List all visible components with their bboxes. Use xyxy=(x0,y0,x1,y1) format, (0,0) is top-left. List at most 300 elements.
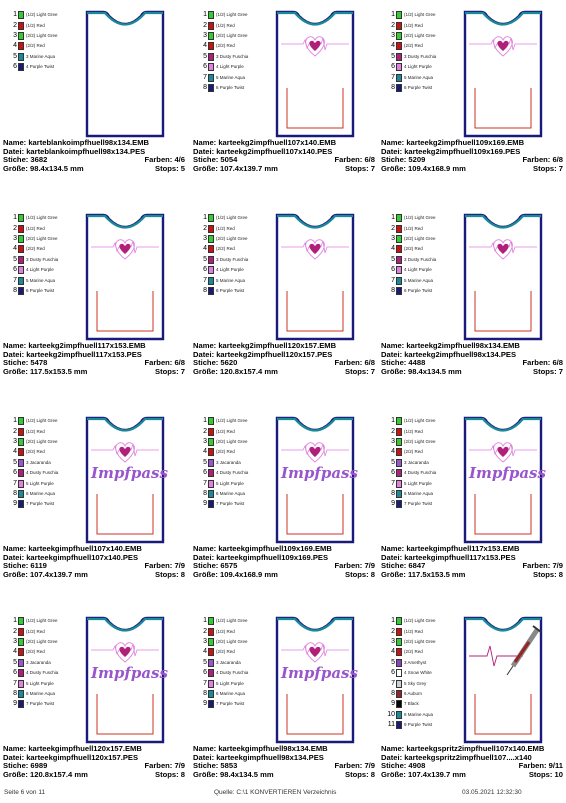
legend-row xyxy=(199,213,284,223)
legend-number: 8 xyxy=(391,286,395,294)
color-swatch xyxy=(208,235,214,243)
legend-label: (2/2) Light Gree xyxy=(404,32,436,38)
legend-number: 5 xyxy=(13,658,17,666)
legend-label: 6 Auburn xyxy=(404,690,423,696)
legend-row xyxy=(9,437,94,447)
color-swatch xyxy=(208,84,214,92)
legend-number: 1 xyxy=(13,11,17,19)
color-swatch xyxy=(396,711,402,719)
design-info xyxy=(193,745,375,779)
color-swatch xyxy=(208,11,214,19)
embroidery-preview xyxy=(85,10,165,138)
color-swatch xyxy=(18,648,24,656)
color-count: Farben: 9/11 xyxy=(518,762,563,771)
color-swatch xyxy=(208,428,214,436)
legend-row xyxy=(387,213,472,223)
legend-number: 2 xyxy=(13,427,17,435)
legend-row xyxy=(9,616,94,626)
design-info xyxy=(3,342,185,376)
color-swatch xyxy=(208,74,214,82)
legend-label: (2/2) Light Gree xyxy=(26,638,58,644)
legend-row xyxy=(387,52,472,62)
legend-label: (1/2) Red xyxy=(216,225,235,231)
legend-label: 6 Purple Twist xyxy=(404,84,433,90)
stitch-count: Stiche: 5209 xyxy=(381,156,426,165)
color-legend xyxy=(387,416,472,510)
legend-number: 6 xyxy=(391,63,395,71)
legend-row xyxy=(9,699,94,709)
legend-label: 4 Dusty Fuschia xyxy=(26,670,59,676)
legend-row xyxy=(387,489,472,499)
color-count: Farben: 7/9 xyxy=(522,562,563,571)
legend-row xyxy=(387,678,472,688)
legend-label: (1/2) Light Gree xyxy=(26,418,58,424)
color-swatch xyxy=(18,700,24,708)
color-swatch xyxy=(208,214,214,222)
legend-label: 5 Light Purple xyxy=(404,480,432,486)
info-row xyxy=(3,156,185,165)
info-row xyxy=(381,156,563,165)
stitch-count: Stiche: 4908 xyxy=(381,762,426,771)
color-swatch xyxy=(396,266,402,274)
info-row xyxy=(381,762,563,771)
stitch-count: Stiche: 5853 xyxy=(193,762,238,771)
legend-row xyxy=(387,437,472,447)
legend-number: 4 xyxy=(391,245,395,253)
design-name: Name: karteekg2impfhuell98x134.EMB xyxy=(381,342,520,350)
embroidery-preview xyxy=(85,616,168,744)
legend-number: 3 xyxy=(13,31,17,39)
color-swatch xyxy=(18,500,24,508)
color-swatch xyxy=(18,469,24,477)
legend-number: 6 xyxy=(203,266,207,274)
legend-label: (1/2) Light Gree xyxy=(216,418,248,424)
legend-number: 1 xyxy=(203,617,207,625)
legend-row xyxy=(9,255,94,265)
legend-label: (1/2) Red xyxy=(216,628,235,634)
legend-label: (2/2) Red xyxy=(404,246,423,252)
color-swatch xyxy=(18,638,24,646)
legend-number: 2 xyxy=(391,427,395,435)
legend-label: (2/2) Light Gree xyxy=(404,438,436,444)
stitch-count: Stiche: 5478 xyxy=(3,359,48,368)
info-row xyxy=(381,554,563,563)
embroidery-preview xyxy=(463,213,543,341)
legend-row xyxy=(199,83,284,93)
design-file: Datei: karteekgimpfhuell117x153.PES xyxy=(381,553,516,562)
info-row xyxy=(381,562,563,571)
legend-number: 1 xyxy=(203,417,207,425)
color-swatch xyxy=(396,63,402,71)
print-datetime: 03.05.2021 12:32:30 xyxy=(462,789,522,796)
legend-row xyxy=(9,426,94,436)
info-row xyxy=(381,545,563,554)
legend-label: 6 Marine Aqua xyxy=(404,490,434,496)
impfpass-text: Impfpass xyxy=(91,664,168,682)
info-row xyxy=(3,745,185,754)
legend-number: 5 xyxy=(13,458,17,466)
legend-label: (2/2) Light Gree xyxy=(404,235,436,241)
color-swatch xyxy=(396,700,402,708)
legend-label: 3 Jacaranda xyxy=(404,459,429,465)
legend-number: 7 xyxy=(203,479,207,487)
legend-number: 3 xyxy=(391,437,395,445)
design-info xyxy=(381,139,563,173)
legend-row xyxy=(9,478,94,488)
info-row xyxy=(3,359,185,368)
color-swatch xyxy=(18,438,24,446)
design-card xyxy=(381,203,566,400)
color-swatch xyxy=(208,680,214,688)
legend-row xyxy=(387,668,472,678)
legend-label: (2/2) Red xyxy=(216,43,235,49)
legend-number: 3 xyxy=(391,234,395,242)
color-swatch xyxy=(208,690,214,698)
legend-row xyxy=(199,10,284,20)
legend-number: 4 xyxy=(13,245,17,253)
design-file: Datei: karteekgimpfhuell109x169.PES xyxy=(193,553,329,562)
legend-label: 4 Dusty Fuschia xyxy=(216,670,249,676)
legend-number: 7 xyxy=(203,276,207,284)
color-swatch xyxy=(18,42,24,50)
legend-row xyxy=(387,286,472,296)
stop-count: Stops: 8 xyxy=(345,570,375,579)
color-swatch xyxy=(208,500,214,508)
color-swatch xyxy=(18,628,24,636)
design-name: Name: karteekg2impfhuell109x169.EMB xyxy=(381,139,525,147)
color-swatch xyxy=(396,480,402,488)
legend-number: 1 xyxy=(391,417,395,425)
legend-row xyxy=(199,499,284,509)
info-row xyxy=(3,771,185,780)
legend-label: 3 Jacaranda xyxy=(26,459,51,465)
legend-number: 5 xyxy=(391,255,395,263)
color-swatch xyxy=(18,256,24,264)
design-file: Datei: karteekg2impfhuell107x140.PES xyxy=(193,147,333,156)
legend-label: 6 Purple Twist xyxy=(404,287,433,293)
info-row xyxy=(193,554,375,563)
design-card xyxy=(381,0,566,197)
color-swatch xyxy=(208,459,214,467)
legend-label: (1/2) Red xyxy=(216,22,235,28)
info-row xyxy=(3,342,185,351)
color-swatch xyxy=(208,438,214,446)
legend-row xyxy=(387,710,472,720)
legend-number: 6 xyxy=(391,669,395,677)
color-swatch xyxy=(18,63,24,71)
color-swatch xyxy=(208,638,214,646)
legend-row xyxy=(9,626,94,636)
legend-row xyxy=(199,699,284,709)
legend-row xyxy=(9,637,94,647)
info-row xyxy=(381,745,563,754)
legend-number: 8 xyxy=(13,689,17,697)
legend-number: 8 xyxy=(203,689,207,697)
design-file: Datei: karteekgimpfhuell107x140.PES xyxy=(3,553,139,562)
legend-label: 5 Marine Aqua xyxy=(404,74,434,80)
legend-number: 4 xyxy=(203,648,207,656)
design-card xyxy=(381,606,566,803)
info-row xyxy=(381,148,563,157)
color-legend xyxy=(9,213,94,296)
color-legend xyxy=(387,213,472,296)
info-row xyxy=(381,165,563,174)
legend-label: (2/2) Light Gree xyxy=(404,638,436,644)
legend-number: 8 xyxy=(13,286,17,294)
color-swatch xyxy=(396,638,402,646)
legend-label: 4 Light Purple xyxy=(216,64,244,70)
info-row xyxy=(193,545,375,554)
info-row xyxy=(193,156,375,165)
color-count: Farben: 7/9 xyxy=(144,762,185,771)
design-file: Datei: karteekgimpfhuell120x157.PES xyxy=(3,753,139,762)
color-swatch xyxy=(396,459,402,467)
color-swatch xyxy=(396,648,402,656)
legend-row xyxy=(387,426,472,436)
info-row xyxy=(381,351,563,360)
color-swatch xyxy=(208,700,214,708)
embroidery-preview xyxy=(463,616,543,744)
legend-row xyxy=(9,234,94,244)
legend-number: 2 xyxy=(203,627,207,635)
legend-row xyxy=(9,499,94,509)
legend-row xyxy=(9,489,94,499)
design-name: Name: karteekgimpfhuell98x134.EMB xyxy=(193,745,328,753)
legend-number: 3 xyxy=(13,234,17,242)
legend-number: 7 xyxy=(391,276,395,284)
legend-number: 5 xyxy=(203,255,207,263)
design-info xyxy=(193,139,375,173)
info-row xyxy=(3,351,185,360)
info-row xyxy=(193,562,375,571)
color-count: Farben: 7/9 xyxy=(334,762,375,771)
legend-row xyxy=(387,234,472,244)
color-swatch xyxy=(18,459,24,467)
stitch-count: Stiche: 3682 xyxy=(3,156,48,165)
color-swatch xyxy=(396,669,402,677)
legend-row xyxy=(387,62,472,72)
legend-number: 4 xyxy=(13,448,17,456)
card-outline xyxy=(87,12,163,136)
design-info xyxy=(193,545,375,579)
design-name: Name: karteekg2impfhuell117x153.EMB xyxy=(3,342,146,350)
design-name: Name: karteblankoimpfhuell98x134.EMB xyxy=(3,139,150,147)
info-row xyxy=(3,148,185,157)
design-size: Größe: 109.4x168.9 mm xyxy=(381,164,466,173)
legend-label: (2/2) Red xyxy=(216,649,235,655)
legend-number: 2 xyxy=(391,224,395,232)
legend-number: 2 xyxy=(203,21,207,29)
legend-number: 1 xyxy=(391,617,395,625)
color-swatch xyxy=(208,245,214,253)
legend-number: 6 xyxy=(203,669,207,677)
color-swatch xyxy=(18,448,24,456)
legend-number: 6 xyxy=(203,469,207,477)
legend-row xyxy=(9,41,94,51)
legend-label: 8 Marine Aqua xyxy=(404,711,434,717)
legend-label: (1/2) Red xyxy=(26,22,45,28)
impfpass-text: Impfpass xyxy=(91,464,168,482)
legend-row xyxy=(387,689,472,699)
design-size: Größe: 120.8x157.4 mm xyxy=(193,367,278,376)
legend-label: 3 Marine Aqua xyxy=(26,53,56,59)
legend-row xyxy=(199,62,284,72)
legend-row xyxy=(387,699,472,709)
legend-row xyxy=(387,223,472,233)
design-info xyxy=(381,342,563,376)
legend-row xyxy=(199,41,284,51)
legend-row xyxy=(199,286,284,296)
stitch-count: Stiche: 6575 xyxy=(193,562,238,571)
legend-label: (1/2) Light Gree xyxy=(26,12,58,18)
design-name: Name: karteekgimpfhuell109x169.EMB xyxy=(193,545,332,553)
legend-row xyxy=(387,244,472,254)
color-legend xyxy=(9,416,94,510)
color-swatch xyxy=(18,428,24,436)
legend-row xyxy=(9,416,94,426)
legend-label: 4 Light Purple xyxy=(404,64,432,70)
color-swatch xyxy=(208,480,214,488)
legend-label: (2/2) Red xyxy=(216,246,235,252)
legend-number: 7 xyxy=(203,679,207,687)
color-swatch xyxy=(396,448,402,456)
stitch-count: Stiche: 5054 xyxy=(193,156,238,165)
legend-number: 4 xyxy=(13,648,17,656)
design-size: Größe: 107.4x139.7 mm xyxy=(193,164,278,173)
legend-number: 3 xyxy=(13,637,17,645)
legend-row xyxy=(9,213,94,223)
info-row xyxy=(381,139,563,148)
info-row xyxy=(193,359,375,368)
legend-label: (1/2) Red xyxy=(26,628,45,634)
legend-number: 9 xyxy=(203,700,207,708)
color-swatch xyxy=(208,417,214,425)
legend-number: 4 xyxy=(203,245,207,253)
legend-label: (2/2) Light Gree xyxy=(216,32,248,38)
legend-label: (2/2) Light Gree xyxy=(216,438,248,444)
legend-label: (2/2) Light Gree xyxy=(26,438,58,444)
legend-row xyxy=(387,458,472,468)
legend-number: 2 xyxy=(13,627,17,635)
legend-number: 9 xyxy=(13,700,17,708)
legend-number: 6 xyxy=(13,63,17,71)
legend-label: 7 Purple Twist xyxy=(26,701,55,707)
legend-label: (1/2) Red xyxy=(404,628,423,634)
legend-label: (2/2) Red xyxy=(404,649,423,655)
legend-row xyxy=(387,447,472,457)
color-count: Farben: 6/8 xyxy=(144,359,185,368)
legend-row xyxy=(387,637,472,647)
impfpass-text: Impfpass xyxy=(281,664,358,682)
legend-label: (2/2) Red xyxy=(216,449,235,455)
color-legend xyxy=(9,10,94,72)
color-swatch xyxy=(18,480,24,488)
syringe-icon xyxy=(463,616,543,744)
legend-number: 6 xyxy=(203,63,207,71)
legend-row xyxy=(199,616,284,626)
legend-row xyxy=(199,468,284,478)
legend-number: 6 xyxy=(13,669,17,677)
legend-row xyxy=(9,678,94,688)
legend-label: 5 Marine Aqua xyxy=(26,277,56,283)
design-name: Name: karteekgimpfhuell120x157.EMB xyxy=(3,745,142,753)
design-file: Datei: karteekg2impfhuell109x169.PES xyxy=(381,147,521,156)
legend-label: (1/2) Light Gree xyxy=(216,215,248,221)
stop-count: Stops: 7 xyxy=(345,367,375,376)
legend-number: 3 xyxy=(203,437,207,445)
color-swatch xyxy=(18,287,24,295)
color-swatch xyxy=(396,490,402,498)
color-swatch xyxy=(396,245,402,253)
color-swatch xyxy=(396,84,402,92)
info-row xyxy=(193,754,375,763)
legend-row xyxy=(199,489,284,499)
design-size: Größe: 107.4x139.7 mm xyxy=(3,570,88,579)
legend-row xyxy=(9,244,94,254)
legend-label: 5 Marine Aqua xyxy=(216,277,246,283)
design-size: Größe: 98.4x134.5 mm xyxy=(381,367,462,376)
color-swatch xyxy=(396,659,402,667)
legend-number: 6 xyxy=(13,469,17,477)
design-card xyxy=(3,406,191,603)
info-row xyxy=(3,139,185,148)
legend-number: 7 xyxy=(203,73,207,81)
info-row xyxy=(3,571,185,580)
legend-row xyxy=(9,668,94,678)
legend-row xyxy=(387,626,472,636)
stop-count: Stops: 7 xyxy=(155,367,185,376)
embroidery-preview xyxy=(275,213,355,341)
legend-label: 3 Dusty Fuschia xyxy=(216,53,249,59)
design-card xyxy=(193,0,381,197)
legend-row xyxy=(199,275,284,285)
legend-label: 5 Light Purple xyxy=(26,680,54,686)
legend-label: (1/2) Light Gree xyxy=(404,12,436,18)
legend-number: 1 xyxy=(13,214,17,222)
color-swatch xyxy=(208,448,214,456)
design-info xyxy=(381,745,563,779)
legend-label: 4 Light Purple xyxy=(26,267,54,273)
legend-label: 3 Dusty Fuschia xyxy=(26,256,59,262)
stitch-count: Stiche: 6847 xyxy=(381,562,426,571)
color-swatch xyxy=(396,617,402,625)
design-card xyxy=(193,606,381,803)
legend-row xyxy=(387,720,472,730)
color-swatch xyxy=(396,690,402,698)
legend-label: 6 Purple Twist xyxy=(216,84,245,90)
color-swatch xyxy=(18,22,24,30)
legend-row xyxy=(199,678,284,688)
color-legend xyxy=(9,616,94,710)
stop-count: Stops: 5 xyxy=(155,164,185,173)
info-row xyxy=(193,368,375,377)
legend-label: (1/2) Light Gree xyxy=(26,215,58,221)
info-row xyxy=(193,351,375,360)
color-count: Farben: 6/8 xyxy=(522,359,563,368)
legend-number: 1 xyxy=(391,214,395,222)
info-row xyxy=(381,368,563,377)
legend-number: 3 xyxy=(203,234,207,242)
design-size: Größe: 107.4x139.7 mm xyxy=(381,770,466,779)
color-swatch xyxy=(208,266,214,274)
card-outline xyxy=(465,12,541,136)
legend-row xyxy=(199,265,284,275)
legend-number: 8 xyxy=(203,286,207,294)
legend-number: 4 xyxy=(13,42,17,50)
legend-label: 3 Dusty Fuschia xyxy=(404,256,437,262)
design-info xyxy=(3,545,185,579)
legend-number: 8 xyxy=(391,689,395,697)
